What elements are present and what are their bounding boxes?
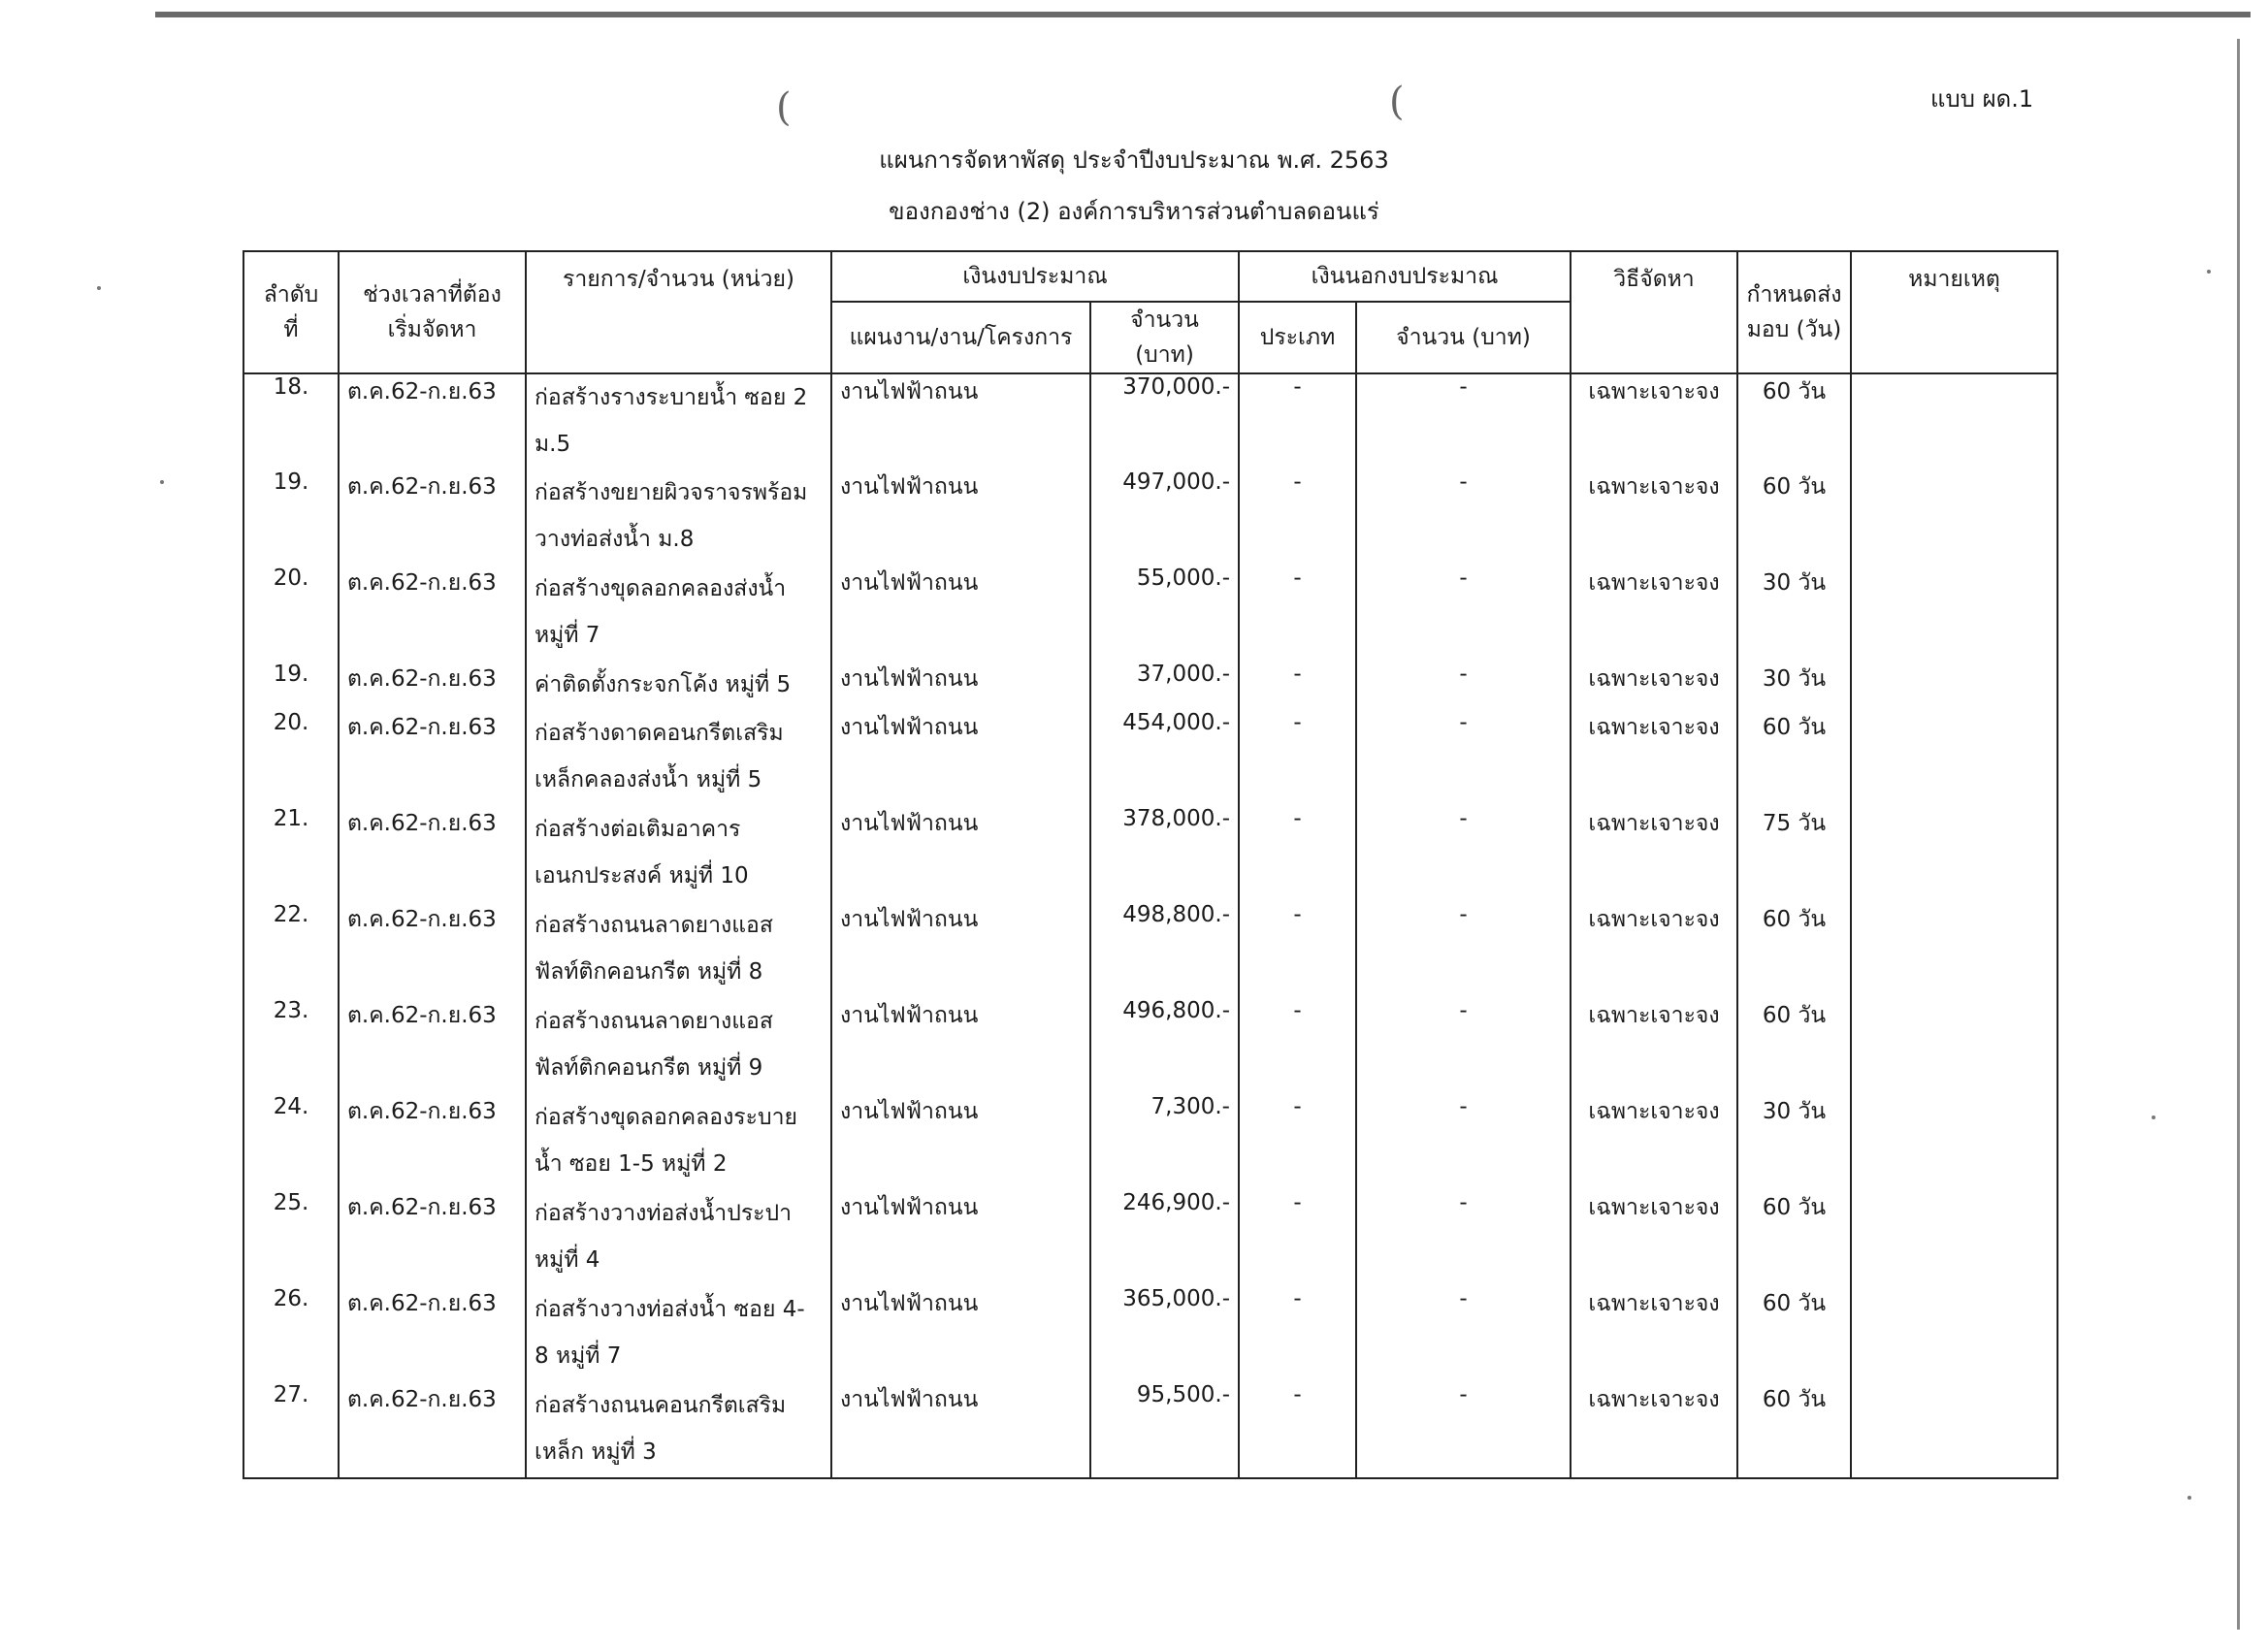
header-budget-plan: แผนงาน/งาน/โครงการ bbox=[831, 302, 1090, 373]
item-line-1: ก่อสร้างรางระบายน้ำ ซอย 2 bbox=[535, 385, 808, 410]
row-method: เฉพาะเจาะจง bbox=[1571, 998, 1737, 1094]
row-budget-plan: งานไฟฟ้าถนน bbox=[831, 469, 1090, 566]
row-budget-plan: งานไฟฟ้าถนน bbox=[831, 1190, 1090, 1286]
row-offbudget-amount: - bbox=[1356, 469, 1571, 566]
row-number: 21. bbox=[243, 806, 339, 902]
scan-speck bbox=[160, 480, 164, 484]
punch-hole-mark: ( bbox=[1389, 80, 1405, 124]
row-delivery: 30 วัน bbox=[1737, 566, 1851, 662]
row-item bbox=[526, 373, 831, 469]
row-offbudget-amount: - bbox=[1356, 806, 1571, 902]
item-line-1: ก่อสร้างถนนลาดยางแอส bbox=[535, 913, 773, 938]
row-period: ต.ค.62-ก.ย.63 bbox=[339, 566, 526, 662]
header-item: รายการ/จำนวน (หน่วย) bbox=[526, 251, 831, 373]
row-offbudget-type: - bbox=[1239, 902, 1356, 998]
row-offbudget-type: - bbox=[1239, 806, 1356, 902]
row-method: เฉพาะเจาะจง bbox=[1571, 1094, 1737, 1190]
row-period: ต.ค.62-ก.ย.63 bbox=[339, 1094, 526, 1190]
header-remark: หมายเหตุ bbox=[1851, 251, 2057, 373]
row-item bbox=[526, 1382, 831, 1478]
row-period: ต.ค.62-ก.ย.63 bbox=[339, 1382, 526, 1478]
row-period: ต.ค.62-ก.ย.63 bbox=[339, 806, 526, 902]
row-item bbox=[526, 1190, 831, 1286]
header-offbudget-type: ประเภท bbox=[1239, 302, 1356, 373]
scan-top-edge bbox=[155, 12, 2251, 31]
row-budget-amount: 37,000.- bbox=[1090, 662, 1239, 710]
header-budget: เงินงบประมาณ bbox=[831, 251, 1239, 302]
item-line-1: ก่อสร้างวางท่อส่งน้ำ ซอย 4- bbox=[535, 1297, 805, 1322]
page-subtitle: ของกองช่าง (2) องค์การบริหารส่วนตำบลดอนแร่ bbox=[889, 198, 1379, 225]
item-line-1: ก่อสร้างถนนคอนกรีตเสริม bbox=[535, 1393, 787, 1418]
row-delivery: 60 วัน bbox=[1737, 469, 1851, 566]
row-delivery: 60 วัน bbox=[1737, 710, 1851, 806]
table-row bbox=[243, 1382, 2057, 1478]
row-item bbox=[526, 566, 831, 662]
row-offbudget-type: - bbox=[1239, 998, 1356, 1094]
scan-speck bbox=[2187, 1496, 2191, 1500]
item-line-1: ก่อสร้างต่อเติมอาคาร bbox=[535, 817, 741, 842]
table-row bbox=[243, 662, 2057, 710]
row-delivery: 30 วัน bbox=[1737, 1094, 1851, 1190]
row-offbudget-type: - bbox=[1239, 1382, 1356, 1478]
row-remark bbox=[1851, 566, 2057, 662]
table-row bbox=[243, 1286, 2057, 1382]
item-line-1: ก่อสร้างดาดคอนกรีตเสริม bbox=[535, 721, 784, 746]
row-method: เฉพาะเจาะจง bbox=[1571, 710, 1737, 806]
row-offbudget-type: - bbox=[1239, 373, 1356, 469]
row-delivery: 60 วัน bbox=[1737, 1190, 1851, 1286]
item-line-2: น้ำ ซอย 1-5 หมู่ที่ 2 bbox=[535, 1151, 728, 1177]
row-number: 27. bbox=[243, 1382, 339, 1478]
table-row bbox=[243, 902, 2057, 998]
table-row bbox=[243, 373, 2057, 469]
row-method: เฉพาะเจาะจง bbox=[1571, 1190, 1737, 1286]
row-period: ต.ค.62-ก.ย.63 bbox=[339, 662, 526, 710]
row-number: 26. bbox=[243, 1286, 339, 1382]
table-row bbox=[243, 1094, 2057, 1190]
row-budget-amount: 365,000.- bbox=[1090, 1286, 1239, 1382]
item-line-1: ก่อสร้างขยายผิวจราจรพร้อม bbox=[535, 480, 808, 505]
row-budget-amount: 496,800.- bbox=[1090, 998, 1239, 1094]
row-offbudget-amount: - bbox=[1356, 662, 1571, 710]
row-offbudget-type: - bbox=[1239, 469, 1356, 566]
scan-speck bbox=[2207, 270, 2211, 274]
table-row bbox=[243, 998, 2057, 1094]
row-number: 23. bbox=[243, 998, 339, 1094]
row-offbudget-amount: - bbox=[1356, 1190, 1571, 1286]
item-line-1: ก่อสร้างขุดลอกคลองส่งน้ำ bbox=[535, 576, 787, 601]
row-item bbox=[526, 902, 831, 998]
row-period: ต.ค.62-ก.ย.63 bbox=[339, 1286, 526, 1382]
row-period: ต.ค.62-ก.ย.63 bbox=[339, 1190, 526, 1286]
punch-hole-mark: ( bbox=[776, 85, 792, 130]
row-item bbox=[526, 710, 831, 806]
row-remark bbox=[1851, 710, 2057, 806]
row-remark bbox=[1851, 1286, 2057, 1382]
item-line-2: 8 หมู่ที่ 7 bbox=[535, 1343, 622, 1369]
row-offbudget-amount: - bbox=[1356, 566, 1571, 662]
scan-speck bbox=[97, 286, 101, 290]
item-line-2: ฟัลท์ติกคอนกรีต หมู่ที่ 8 bbox=[535, 959, 763, 985]
item-line-2: เหล็กคลองส่งน้ำ หมู่ที่ 5 bbox=[535, 767, 762, 792]
row-method: เฉพาะเจาะจง bbox=[1571, 662, 1737, 710]
scan-right-edge bbox=[2237, 39, 2240, 1630]
row-number: 18. bbox=[243, 373, 339, 469]
table-row bbox=[243, 469, 2057, 566]
form-code: แบบ ผด.1 bbox=[1930, 85, 2034, 113]
row-budget-amount: 454,000.- bbox=[1090, 710, 1239, 806]
row-item bbox=[526, 998, 831, 1094]
item-line-1: ก่อสร้างขุดลอกคลองระบาย bbox=[535, 1105, 797, 1130]
row-offbudget-type: - bbox=[1239, 710, 1356, 806]
header-offbudget-amount: จำนวน (บาท) bbox=[1356, 302, 1571, 373]
row-method: เฉพาะเจาะจง bbox=[1571, 469, 1737, 566]
header-budget-amount: จำนวน (บาท) bbox=[1090, 302, 1239, 373]
row-item bbox=[526, 1286, 831, 1382]
row-number: 25. bbox=[243, 1190, 339, 1286]
row-budget-amount: 497,000.- bbox=[1090, 469, 1239, 566]
table-row bbox=[243, 566, 2057, 662]
row-remark bbox=[1851, 806, 2057, 902]
row-offbudget-type: - bbox=[1239, 566, 1356, 662]
row-method: เฉพาะเจาะจง bbox=[1571, 373, 1737, 469]
item-line-1: ก่อสร้างถนนลาดยางแอส bbox=[535, 1009, 773, 1034]
procurement-plan-table bbox=[243, 250, 2058, 1479]
item-line-2: เอนกประสงค์ หมู่ที่ 10 bbox=[535, 863, 749, 889]
row-offbudget-type: - bbox=[1239, 1286, 1356, 1382]
row-offbudget-amount: - bbox=[1356, 710, 1571, 806]
row-number: 20. bbox=[243, 566, 339, 662]
row-remark bbox=[1851, 662, 2057, 710]
row-period: ต.ค.62-ก.ย.63 bbox=[339, 469, 526, 566]
row-remark bbox=[1851, 998, 2057, 1094]
item-line-2: หมู่ที่ 4 bbox=[535, 1247, 600, 1273]
row-number: 19. bbox=[243, 662, 339, 710]
item-line-2: หมู่ที่ 7 bbox=[535, 623, 600, 648]
row-period: ต.ค.62-ก.ย.63 bbox=[339, 710, 526, 806]
row-offbudget-amount: - bbox=[1356, 902, 1571, 998]
row-method: เฉพาะเจาะจง bbox=[1571, 1382, 1737, 1478]
row-period: ต.ค.62-ก.ย.63 bbox=[339, 902, 526, 998]
row-budget-amount: 95,500.- bbox=[1090, 1382, 1239, 1478]
header-no: ลำดับ ที่ bbox=[243, 251, 339, 373]
header-offbudget: เงินนอกงบประมาณ bbox=[1239, 251, 1571, 302]
row-budget-amount: 7,300.- bbox=[1090, 1094, 1239, 1190]
row-budget-plan: งานไฟฟ้าถนน bbox=[831, 373, 1090, 469]
row-number: 19. bbox=[243, 469, 339, 566]
row-budget-plan: งานไฟฟ้าถนน bbox=[831, 1094, 1090, 1190]
scan-speck bbox=[2152, 1116, 2155, 1119]
row-budget-plan: งานไฟฟ้าถนน bbox=[831, 1286, 1090, 1382]
header-delivery: กำหนดส่ง มอบ (วัน) bbox=[1737, 251, 1851, 373]
row-method: เฉพาะเจาะจง bbox=[1571, 1286, 1737, 1382]
row-delivery: 75 วัน bbox=[1737, 806, 1851, 902]
row-budget-plan: งานไฟฟ้าถนน bbox=[831, 566, 1090, 662]
row-item bbox=[526, 1094, 831, 1190]
row-offbudget-amount: - bbox=[1356, 1382, 1571, 1478]
row-remark bbox=[1851, 1382, 2057, 1478]
row-budget-plan: งานไฟฟ้าถนน bbox=[831, 662, 1090, 710]
row-offbudget-amount: - bbox=[1356, 998, 1571, 1094]
header-method: วิธีจัดหา bbox=[1571, 251, 1737, 373]
row-offbudget-amount: - bbox=[1356, 1286, 1571, 1382]
row-delivery: 30 วัน bbox=[1737, 662, 1851, 710]
table-row bbox=[243, 710, 2057, 806]
item-line-2: ม.5 bbox=[535, 432, 571, 457]
item-line-2: เหล็ก หมู่ที่ 3 bbox=[535, 1439, 657, 1465]
table-row bbox=[243, 806, 2057, 902]
row-budget-plan: งานไฟฟ้าถนน bbox=[831, 902, 1090, 998]
row-method: เฉพาะเจาะจง bbox=[1571, 806, 1737, 902]
row-offbudget-amount: - bbox=[1356, 1094, 1571, 1190]
page-title: แผนการจัดหาพัสดุ ประจำปีงบประมาณ พ.ศ. 2563 bbox=[879, 146, 1389, 174]
row-offbudget-type: - bbox=[1239, 662, 1356, 710]
row-item bbox=[526, 806, 831, 902]
row-method: เฉพาะเจาะจง bbox=[1571, 566, 1737, 662]
item-line-1: ก่อสร้างวางท่อส่งน้ำประปา bbox=[535, 1201, 793, 1226]
row-number: 20. bbox=[243, 710, 339, 806]
row-budget-amount: 246,900.- bbox=[1090, 1190, 1239, 1286]
row-budget-plan: งานไฟฟ้าถนน bbox=[831, 998, 1090, 1094]
item-line-1: ค่าติดตั้งกระจกโค้ง หมู่ที่ 5 bbox=[535, 672, 792, 697]
item-line-2: ฟัลท์ติกคอนกรีต หมู่ที่ 9 bbox=[535, 1055, 763, 1081]
row-budget-plan: งานไฟฟ้าถนน bbox=[831, 806, 1090, 902]
row-number: 24. bbox=[243, 1094, 339, 1190]
row-budget-amount: 55,000.- bbox=[1090, 566, 1239, 662]
header-period: ช่วงเวลาที่ต้อง เริ่มจัดหา bbox=[339, 251, 526, 373]
row-budget-plan: งานไฟฟ้าถนน bbox=[831, 1382, 1090, 1478]
row-number: 22. bbox=[243, 902, 339, 998]
row-remark bbox=[1851, 902, 2057, 998]
row-offbudget-type: - bbox=[1239, 1094, 1356, 1190]
row-item bbox=[526, 469, 831, 566]
row-remark bbox=[1851, 373, 2057, 469]
row-remark bbox=[1851, 469, 2057, 566]
row-delivery: 60 วัน bbox=[1737, 1286, 1851, 1382]
row-method: เฉพาะเจาะจง bbox=[1571, 902, 1737, 998]
row-delivery: 60 วัน bbox=[1737, 373, 1851, 469]
row-budget-amount: 370,000.- bbox=[1090, 373, 1239, 469]
item-line-2: วางท่อส่งน้ำ ม.8 bbox=[535, 527, 695, 552]
row-period: ต.ค.62-ก.ย.63 bbox=[339, 373, 526, 469]
row-offbudget-amount: - bbox=[1356, 373, 1571, 469]
row-budget-amount: 378,000.- bbox=[1090, 806, 1239, 902]
table-row bbox=[243, 1190, 2057, 1286]
row-period: ต.ค.62-ก.ย.63 bbox=[339, 998, 526, 1094]
row-delivery: 60 วัน bbox=[1737, 1382, 1851, 1478]
row-remark bbox=[1851, 1094, 2057, 1190]
row-delivery: 60 วัน bbox=[1737, 902, 1851, 998]
row-budget-plan: งานไฟฟ้าถนน bbox=[831, 710, 1090, 806]
row-item bbox=[526, 662, 831, 710]
row-delivery: 60 วัน bbox=[1737, 998, 1851, 1094]
row-remark bbox=[1851, 1190, 2057, 1286]
row-budget-amount: 498,800.- bbox=[1090, 902, 1239, 998]
row-offbudget-type: - bbox=[1239, 1190, 1356, 1286]
